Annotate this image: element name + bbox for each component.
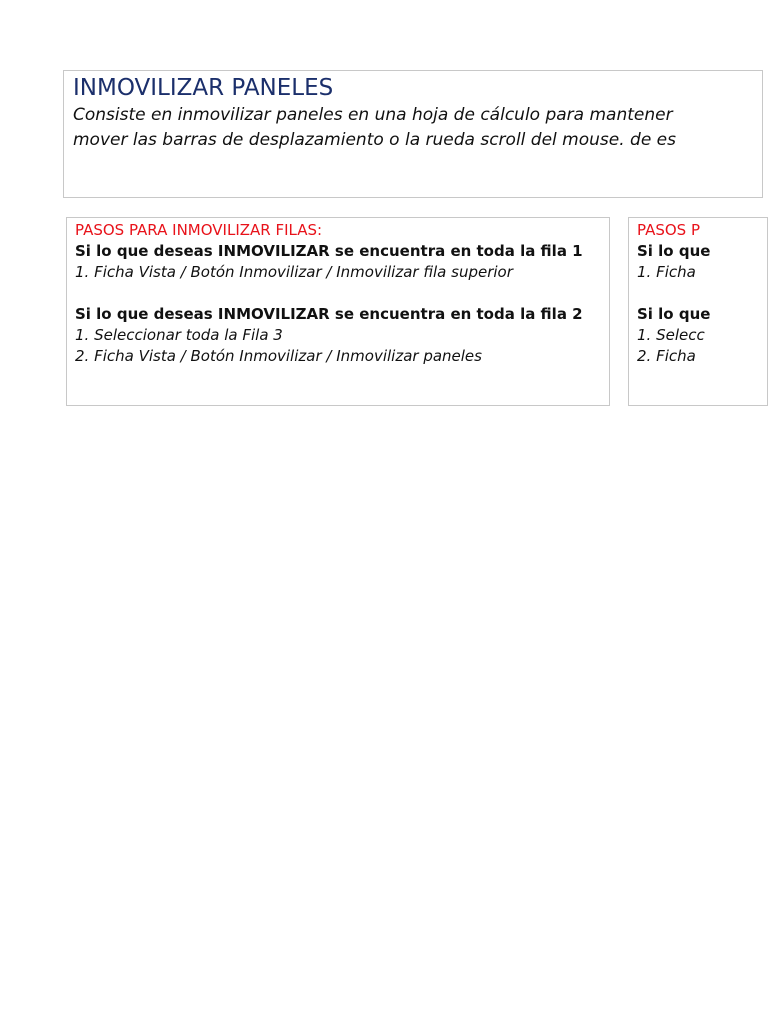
rows-steps-box (66, 217, 610, 406)
rows-case-1-title: Si lo que deseas INMOVILIZAR se encuentra en toda la fila 1 (75, 242, 583, 260)
page-title: INMOVILIZAR PANELES (73, 75, 334, 101)
cols-case-2-step-1: 1. Selecc (637, 326, 705, 344)
cols-case-1-step-1: 1. Ficha (637, 263, 696, 281)
cols-steps-box (628, 217, 768, 406)
cols-case-2-step-2: 2. Ficha (637, 347, 696, 365)
intro-line-2: mover las barras de desplazamiento o la rueda scroll del mouse. de es (73, 130, 676, 150)
cols-steps-heading: PASOS P (637, 221, 701, 239)
cols-case-1-title: Si lo que (637, 242, 711, 260)
spacer (75, 283, 609, 304)
rows-steps-heading: PASOS PARA INMOVILIZAR FILAS: (75, 221, 323, 239)
cols-case-2-title: Si lo que (637, 305, 711, 323)
rows-case-2-step-1: 1. Seleccionar toda la Fila 3 (75, 326, 283, 344)
rows-case-2-step-2: 2. Ficha Vista / Botón Inmovilizar / Inmovilizar paneles (75, 347, 482, 365)
spacer (637, 283, 767, 304)
rows-case-1-step-1: 1. Ficha Vista / Botón Inmovilizar / Inmovilizar fila superior (75, 263, 513, 281)
rows-case-2-title: Si lo que deseas INMOVILIZAR se encuentra en toda la fila 2 (75, 305, 583, 323)
intro-box (63, 70, 763, 198)
intro-line-1: Consiste en inmovilizar paneles en una hoja de cálculo para mantener (73, 105, 673, 125)
